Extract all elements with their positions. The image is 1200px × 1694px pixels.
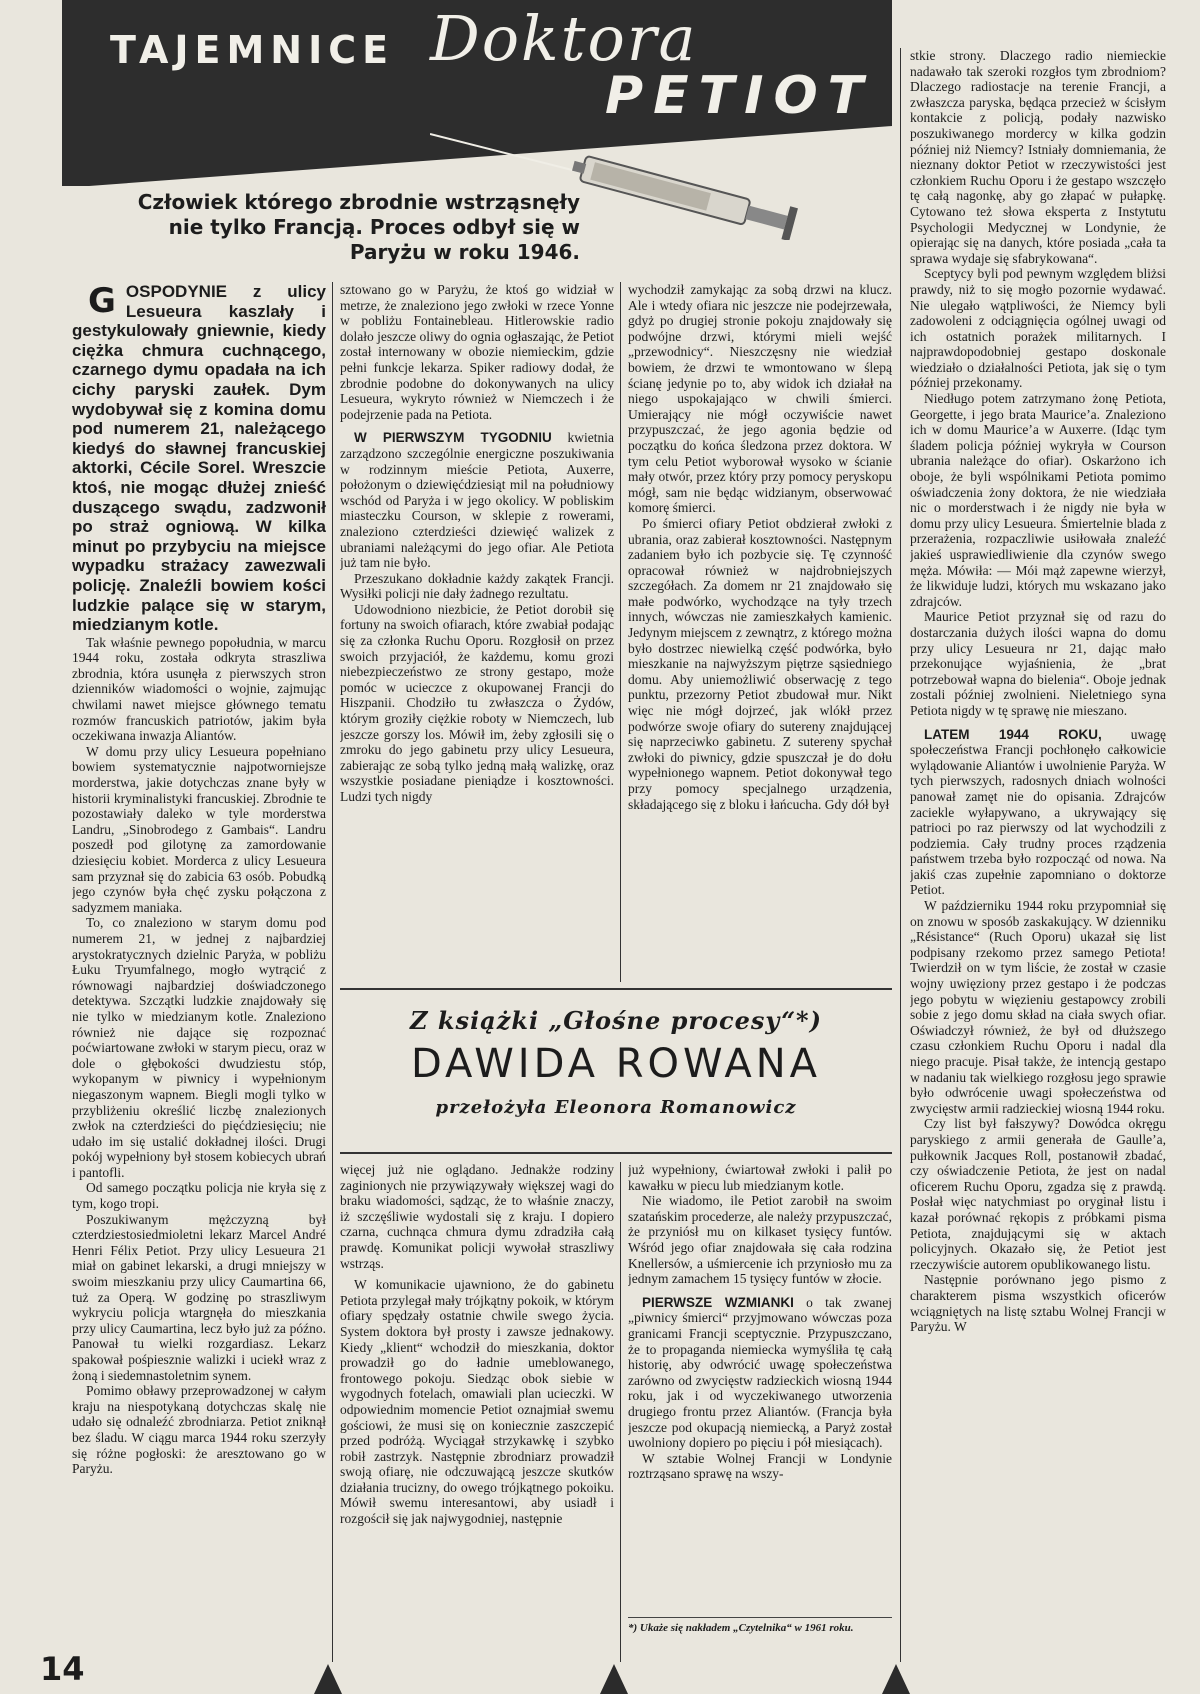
triangle-marker (882, 1664, 910, 1694)
triangle-marker (600, 1664, 628, 1694)
paragraph: Niedługo potem zatrzymano żonę Petiota, Georgette, i jego brata Maurice’a. Znaleziono ich w domu Maurice’a w Auxerre. (Idąc tym śladem policja później wykryła w Courson ubrania należące do ofiar). Oskarżono ich oboje, że byli wspólnikami Petiota pomimo oświadczenia żony doktora, że nie wiedziała nic o morderstwach i że nigdy nie była w domu przy ulicy Lesueura. Śmiertelnie blada z przerażenia, rozpaczliwie usiłowała znaleźć jakieś usprawiedliwienie dla czynów swego męża. Mówiła: — Mói mąż zapewne wierzył, że likwiduje ludzi, których mu wskazano jako zdrajców. (910, 391, 1166, 609)
paragraph-text: kwietnia zarządzono szczególnie energiczne poszukiwania w rodzinnym mieście Petiota, Auxerre, położonym o dziewięćdziesiąt mil na południowy wschód od Paryża i w jego okolicy. W pobliskim miasteczku Courson, w sklepie z rowerami, znaleziono czterdzieści dziewięć walizek z ubraniami należącymi do jego ofiar. Ale Petiota już tam nie było. (340, 430, 614, 571)
paragraph: Po śmierci ofiary Petiot obdzierał zwłoki z ubrania, oraz zabierał kosztowności. Następnym zadaniem było ich pozbycie się. Tę czynność opracował również w najdrobniejszych szczegółach. Za domem nr 21 znajdowało się małe podwórko, wychodzące na tyły trzech innych, wówczas nie zamieszkałych kamienic. Jedynym miejscem z zewnątrz, z którego można było dostrzec niewielką część podwórka, było mieszkanie na najwyższym piętrze sąsiedniego domu. Aby uniemożliwić obserwację z tego punktu, przezorny Petiot zbudował mur. Nikt więc nie mógł dojrzeć, jak wlókł przez podwórze swoje ofiary do sutereny znajdującej się naprzeciwko gabinetu. Z sutereny spychał zwłoki do piwnicy, gdzie spuszczał je do dołu wypełnionego wapnem. Petiot dokonywał tego przy pomocy specjalnego urządzenia, składającego się z bloku i łańcucha. Gdy dół był (628, 515, 892, 812)
paragraph: Nie wiadomo, ile Petiot zarobił na swoim szatańskim procederze, ale należy przypuszczać, że przyniósł mu on kilkaset tysięcy funtów. Wśród jego ofiar znajdowała się cała rodzina Knellersów, a uśmiercenie ich przyniosło mu za jednym zamachem 15 tysięcy funtów w złocie. (628, 1193, 892, 1287)
box-rule-bottom (340, 1152, 892, 1154)
title-script: Doktora (430, 2, 698, 75)
article-column-2 (340, 282, 614, 982)
paragraph: Od samego początku policja nie kryła się z tym, kogo tropi. (72, 1180, 326, 1212)
article-column-4 (340, 1162, 614, 1662)
footnote: *) Ukaże się nakładem „Czytelnika“ w 1961 roku. (628, 1617, 892, 1635)
book-author: DAWIDA ROWANA (410, 1041, 822, 1087)
book-source: Z książki „Głośne procesy“*) (410, 1006, 822, 1035)
paragraph: Czy list był fałszywy? Dowódca okręgu paryskiego z armii generała de Gaulle’a, pułkownik Jacques Roll, postanowił zbadać, czy oświadczenie Petiota, że jest on nadal oficerem Ruchu Oporu, zgadza się z prawdą. Posłał więc natychmiast po oryginał listu i kazał porównać rękopis z próbkami pisma Petiota, znajdującymi się w aktach policyjnych. Okazało się, że Petiot jest rzeczywiście autorem opublikowanego listu. (910, 1116, 1166, 1272)
triangle-marker (314, 1664, 342, 1694)
column-rule (900, 48, 901, 1662)
paragraph: W komunikacie ujawniono, że do gabinetu Petiota przylegał mały trójkątny pokoik, w którym ofiary spędzały ostatnie chwile swego życia. System doktora był prosty i zawsze jednakowy. Kiedy „klient“ wchodził do mieszkania, doktor prowadził go do ładnie umeblowanego, frontowego pokoju. Siedząc obok siebie w wygodnych fotelach, omawiali plan ucieczki. W odpowiednim momencie Petiot oznajmiał swemu gościowi, że musi się on koniecznie zaszczepić przed podróżą. Wyciągał strzykawkę i szybko robił zastrzyk. Następnie zbrodniarz prowadził swoją ofiarę, nie odczuwającą jeszcze skutków działania trucizny, do owego trójkątnego pokoiku. Mówił swemu interesantowi, aby usiadł i rozgościł się jak najwygodniej, następnie (340, 1277, 614, 1527)
article-column-6 (910, 48, 1166, 1668)
paragraph: Udowodniono niezbicie, że Petiot dorobił się fortuny na swoich ofiarach, które zwabiał podając się za członka Ruchu Oporu. Rozgłosił on przez swoich przyjaciół, że każdemu, komu grozi niebezpieczeństwo ze strony gestapo, może pomóc w ucieczce z okupowanej Francji do Hiszpanii. Chodziło tu zwłaszcza o Żydów, którym groziły ciężkie roboty w Niemczech, lub jeszcze gorszy los. Mówił im, żeby zgłosili się o zmroku do jego gabinetu przy ulicy Lesueura, zabierając ze sobą tylko jedną małą walizkę, oraz wszystkie posiadane pieniądze i kosztowności. Ludzi tych nigdy (340, 601, 614, 804)
section-lead: PIERWSZE WZMIANKI (642, 1294, 794, 1310)
book-credit-box (340, 998, 892, 1148)
paragraph: Poszukiwanym mężczyzną był czterdziestosiedmioletni lekarz Marcel André Henri Félix Petiot. Przy ulicy Lesueura 21 miał on gabinet lekarski, a drugi mniejszy w swoim mieszkaniu przy ulicy Caumartina 66, tuż za Operą. W godzinę po straszliwym wykryciu policja wtargnęła do mieszkania przy ulicy Caumartina, lecz było już za późno. Panował tu wielki rozgardiasz. Lekarz spakował pośpiesznie walizki i uciekł wraz z żoną i siedemnastoletnim synem. (72, 1211, 326, 1383)
paragraph: Maurice Petiot przyznał się od razu do dostarczania dużych ilości wapna do domu przy ulicy Lesueura nr 21, dając mało przekonujące wyjaśnienia, że „brat potrzebował wapna do bielenia“. Oboje jednak zostali później zwolnieni. Nieletniego syna Petiota nigdy w tę sprawę nie mieszano. (910, 609, 1166, 718)
lede-subtitle: Człowiek którego zbrodnie wstrząsnęły nie tylko Francją. Proces odbył się w Paryżu w roku 1946. (137, 190, 580, 264)
paragraph: Następnie porównano jego pismo z charakterem pisma wszystkich oficerów wciągniętych na listę sztabu Wolnej Francji w Paryżu. W (910, 1272, 1166, 1335)
translator-credit: przełożyła Eleonora Romanowicz (435, 1097, 797, 1118)
paragraph: W sztabie Wolnej Francji w Londynie roztrząsano sprawę na wszy- (628, 1450, 892, 1482)
column-rule (332, 282, 333, 1662)
drop-cap: G (88, 282, 116, 321)
article-column-3 (628, 282, 892, 982)
paragraph: W październiku 1944 roku przypomniał się on znowu w sposób zaskakujący. W dzienniku „Résistance“ (Ruch Oporu) ukazał się list podpisany rzekomo przez samego Petiota! Twierdził on w tym liście, że został w czasie wojny uwięziony przez gestapo i że podczas jego pobytu w więzieniu gestapowcy zrobili sobie z jego domu skład na ciała swych ofiar. Oświadczył również, że był od dłuższego czasu członkiem Ruchu Oporu i nadal dla niego pracuje. Pisał także, że intencją gestapo w nadaniu tak wielkiego rozgłosu jego sprawie było odwrócenie uwagi społeczeństwa od zwycięstw armii radzieckiej wiosną 1944 roku. (910, 898, 1166, 1116)
section-lead: W PIERWSZYM TYGODNIU (354, 430, 552, 446)
paragraph: już wypełniony, ćwiartował zwłoki i palił po kawałku w piecu lub miedzianym kotle. (628, 1162, 892, 1193)
paragraph: wychodził zamykając za sobą drzwi na klucz. Ale i wtedy ofiara nic jeszcze nie podejrzewała, gdyż po drugiej stronie pokoju znajdowały się podwójne drzwi, którymi mieli wejść „przewodnicy“. Nieszczęsny nie wiedział bowiem, że drzwi te wmontowano w ślepą ścianę jedynie po to, aby widok ich działał na niego uspokajająco w chwili śmierci. Umierający nie mógł oczywiście nawet przypuszczać, że jego agonia będzie od początku do końca śledzona przez doktora. W tym celu Petiot wyborował wysoko w ścianie mały otwór, przez który przy pomocy peryskopu mógł, sam nie będąc widzianym, obserwować komorę śmierci. (628, 282, 892, 516)
paragraph: Pomimo obławy przeprowadzonej w całym kraju na niespotykaną dotychczas skalę nie udało się odnaleźć zbrodniarza. Petiot zniknął bez śladu. W ciągu marca 1944 roku szerzyły się różne pogłoski: że aresztowano go w Paryżu. (72, 1383, 326, 1477)
paragraph: Przeszukano dokładnie każdy zakątek Francji. Wysiłki policji nie dały żadnego rezultatu. (340, 570, 614, 602)
paragraph-text: o tak zwanej „piwnicy śmierci“ przyjmowano wówczas poza granicami Francji sceptycznie. Przypuszczano, że to propaganda niemiecka wymyśliła tę całą historię, aby odwrócić uwagę społeczeństwa zarówno od zwycięstw radzieckich wiosną 1944 roku, jak i od wyczekiwanego utworzenia drugiego frontu przez Aliantów. (Francja była jeszcze pod okupacją niemiecką, a Paryż został uwolniony dopiero po pięciu i pół miesiącach). (628, 1294, 892, 1451)
paragraph: W domu przy ulicy Lesueura popełniano bowiem systematycznie najpotworniejsze morderstwa, jakie dotychczas znane były w historii kryminalistyki francuskiej. Zbrodnie te pozostawiały daleko w tyle morderstwa Landru, „Sinobrodego z Gambais“. Landru poszedł pod gilotynę za zamordowanie dziesięciu kobiet. Morderca z ulicy Lesueura sam przyznał się do zabicia 63 osób. Pobudką jego czynów była chęć zysku połączona z sadyzmem maniaka. (72, 743, 326, 915)
paragraph: Tak właśnie pewnego popołudnia, w marcu 1944 roku, została odkryta straszliwa zbrodnia, która usunęła z pierwszych stron dzienników wiadomości o wojnie, zajmując chwilami nawet miejsce głównego tematu rozmów francuskich patriotów, jakim była oczekiwana inwazja Aliantów. (72, 634, 326, 744)
paragraph-text: uwagę społeczeństwa Francji pochłonęło całkowicie wylądowanie Aliantów i uwolnienie Paryża. W tych pierwszych, radosnych dniach wolności panował zamęt nie do opisania. Zdrajców zaciekle wyłapywano, a ukrywający się patrioci po raz pierwszy od lat wychodzili z podziemia. Cały trudny proces rządzenia państwem trzeba było rozpocząć od nowa. Na jakiś czas zupełnie zapomniano o doktorze Petiot. (910, 726, 1166, 898)
article-column-5 (628, 1162, 892, 1612)
paragraph: stkie strony. Dlaczego radio niemieckie nadawało tak szeroki rozgłos tym zbrodniom? Dlaczego radiostacje na terenie Francji, a zwłaszcza paryska, będąca przecież w ścisłym kontakcie z policją, podały nazwisko poszukiwanego mordercy w kilka godzin później niż Niemcy? Istniały domniemania, że nieznany doktor Petiot w rzeczywistości jest członkiem Ruchu Oporu i że gestapo wszczęło tę całą nagonkę, aby go złapać w pułapkę. Cytowano też słowa eksperta z Instytutu Psychologii Medycznej w Londynie, że opierając się na danych, które posiada „cała ta sprawa wydaje się sfabrykowana“. (910, 48, 1166, 266)
opening-text: OSPODYNIE z ulicy Lesueura kaszlały i gestykulowały gniewnie, kiedy ciężka chmura cuchnącego, czarnego dymu opadała na ich cichy paryski zaułek. Dym wydobywał się z komina domu pod numerem 21, należącego kiedyś do sławnej francuskiej aktorki, Cécile Sorel. Wreszcie ktoś, nie mogąc dłużej znieść duszącego swądu, zadzwonił po straż ogniową. W kilka minut po przybyciu na miejsce wypadku strażacy zawezwali policję. Znaleźli bowiem kości ludzkie palące się w starym, miedzianym kotle. (72, 282, 326, 635)
paragraph: sztowano go w Paryżu, że ktoś go widział w metrze, że znaleziono jego zwłoki w rzece Yonne w pobliżu Fontainebleau. Hitlerowskie radio dolało jeszcze oliwy do ognia ogłaszając, że Petiot został internowany w obozie niemieckim, gdzie pełni funkcje lekarza. Spiker radiowy dodał, że zbrodnie podobne do dokonywanych na ulicy Lesueura, wykryto również w Niemczech i że podejrzenie pada na Petiota. (340, 282, 614, 422)
opening-paragraph (72, 282, 326, 635)
article-column-1 (72, 282, 326, 1662)
column-rule (620, 282, 621, 982)
column-rule (620, 1162, 621, 1662)
paragraph: więcej już nie oglądano. Jednakże rodziny zaginionych nie przywiązywały większej wagi do braku wiadomości, sądząc, że to właśnie znaczy, iż szczęśliwie wydostali się z kraju. I dopiero czarna, cuchnąca chmura dymu zdradziła całą prawdę. Komunikat policji wywołał straszliwy wstrząs. (340, 1162, 614, 1271)
paragraph: Sceptycy byli pod pewnym względem bliżsi prawdy, niż to się mogło pozornie wydawać. Nie ulegało wątpliwości, że Niemcy byli zadowoleni z odciągnięcia ogólnej uwagi od ich ostatnich porażek militarnych. I najprawdopodobniej gestapo doskonale wiedziało o działalności Petiota, jak się o tym później przekonamy. (910, 266, 1166, 391)
box-rule-top (340, 988, 892, 990)
paragraph: To, co znaleziono w starym domu pod numerem 21, w jednej z najbardziej arystokratycznych dzielnic Paryża, w pobliżu Łuku Tryumfalnego, mogło wytrącić z równowagi najbardziej doświadczonego detektywa. Szczątki ludzkie znajdowały się nie tylko w miedzianym kotle. Znaleziono również nie dające się rozpoznać poćwiartowane zwłoki w starym piecu, oraz w dole o głębokości dwudziestu stóp, wykopanym w piwnicy i wypełnionym niegaszonym wapnem. Biegli mogli tylko w przybliżeniu określić liczbę znalezionych zwłok na czterdzieści do pięćdziesięciu; nie udało im się ustalić dokładnej ilości. Drugi pokój wypełniony był stosem kobiecych ubrań i pantofli. (72, 915, 326, 1180)
title-name: PETIOT (605, 66, 874, 126)
title-kicker: TAJEMNICE (110, 28, 395, 72)
section-lead: LATEM 1944 ROKU, (924, 726, 1102, 742)
page-number: 14 (40, 1650, 85, 1688)
